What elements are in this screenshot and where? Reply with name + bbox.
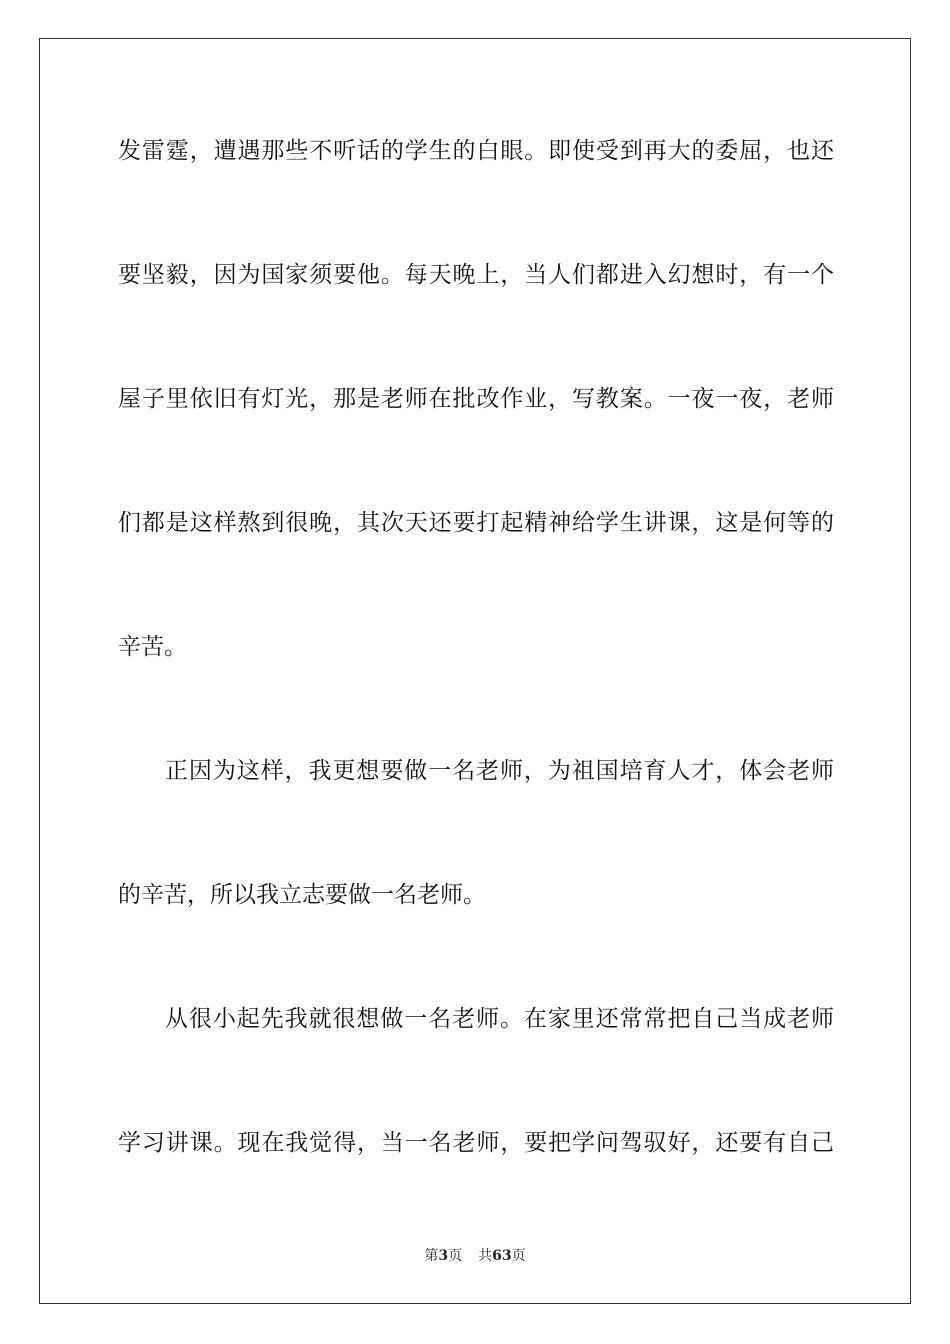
text-line: 要坚毅，因为国家须要他。每天晚上，当人们都进入幻想时，有一个 [118, 262, 834, 288]
text-line: 的辛苦，所以我立志要做一名老师。 [118, 882, 486, 908]
total-suffix: 页 [511, 1248, 526, 1264]
text-line: 辛苦。 [118, 634, 187, 660]
page-suffix: 页 [448, 1248, 463, 1264]
page-number: 3 [438, 1248, 449, 1264]
paragraph-first-line: 正因为这样，我更想要做一名老师，为祖国培育人才，体会老师 [165, 758, 834, 784]
text-line: 发雷霆，遭遇那些不听话的学生的白眼。即使受到再大的委屈，也还 [118, 138, 834, 164]
paragraph-first-line: 从很小起先我就很想做一名老师。在家里还常常把自己当成老师 [165, 1006, 834, 1032]
page-border [39, 38, 911, 1304]
page-footer [0, 1246, 950, 1266]
text-line: 屋子里依旧有灯光，那是老师在批改作业，写教案。一夜一夜，老师 [118, 386, 834, 412]
total-pages: 63 [492, 1248, 512, 1264]
text-line: 们都是这样熬到很晚，其次天还要打起精神给学生讲课，这是何等的 [118, 510, 834, 536]
total-prefix: 共 [478, 1248, 493, 1264]
text-line: 学习讲课。现在我觉得，当一名老师，要把学问驾驭好，还要有自己 [118, 1130, 834, 1156]
page-prefix: 第 [424, 1248, 439, 1264]
